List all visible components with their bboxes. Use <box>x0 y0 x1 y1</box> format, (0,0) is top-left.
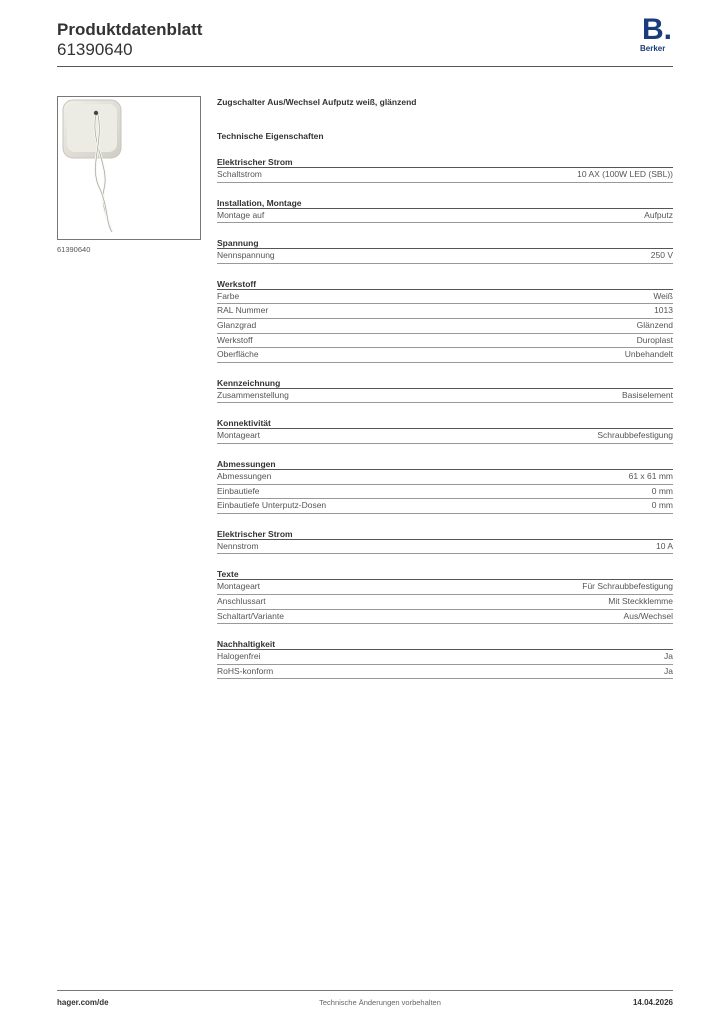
page-title: Produktdatenblatt <box>57 20 203 39</box>
spec-section <box>217 638 673 679</box>
spec-row <box>217 249 673 264</box>
section-title: Elektrischer Strom <box>217 156 673 168</box>
spec-row <box>217 348 673 363</box>
section-title: Konnektivität <box>217 417 673 429</box>
spec-section <box>217 197 673 224</box>
spec-row <box>217 665 673 680</box>
spec-label: Oberfläche <box>217 349 259 360</box>
spec-value: Basiselement <box>621 389 673 400</box>
logo-word: Berker <box>640 44 666 53</box>
spec-label: Werkstoff <box>217 334 253 345</box>
section-title: Nachhaltigkeit <box>217 638 673 650</box>
spec-row <box>217 290 673 305</box>
spec-sections <box>217 156 673 679</box>
section-title: Spannung <box>217 237 673 249</box>
spec-label: Halogenfrei <box>217 651 261 662</box>
section-title: Kennzeichnung <box>217 377 673 389</box>
spec-section <box>217 278 673 363</box>
spec-row <box>217 304 673 319</box>
spec-row <box>217 540 673 555</box>
spec-row <box>217 429 673 444</box>
spec-value: 250 V <box>650 250 673 261</box>
spec-value: Mit Steckklemme <box>608 595 673 606</box>
footer-website: hager.com/de <box>57 998 109 1007</box>
spec-section <box>217 568 673 624</box>
section-title: Abmessungen <box>217 458 673 470</box>
page-header <box>57 20 202 60</box>
spec-value: 0 mm <box>651 500 673 511</box>
section-title: Werkstoff <box>217 278 673 290</box>
spec-value: 10 AX (100W LED (SBL)) <box>577 169 673 179</box>
spec-label: RoHS-konform <box>217 665 274 676</box>
spec-value: 10 A <box>655 540 673 551</box>
tech-heading: Technische Eigenschaften <box>217 131 324 141</box>
spec-value: Schraubbefestigung <box>597 430 673 441</box>
spec-row <box>217 485 673 500</box>
spec-value: Glänzend <box>636 319 673 330</box>
spec-label: Nennstrom <box>217 540 259 551</box>
spec-section <box>217 237 673 264</box>
spec-label: Montageart <box>217 430 260 441</box>
section-title: Installation, Montage <box>217 197 673 209</box>
section-title: Texte <box>217 568 673 580</box>
spec-row <box>217 209 673 224</box>
footer-divider <box>57 990 673 991</box>
spec-label: RAL Nummer <box>217 305 269 316</box>
spec-section <box>217 156 673 183</box>
spec-value: Ja <box>664 651 673 662</box>
product-title: Zugschalter Aus/Wechsel Aufputz weiß, glänzend <box>217 97 417 107</box>
spec-section <box>217 458 673 514</box>
spec-value: 1013 <box>654 305 673 316</box>
spec-label: Glanzgrad <box>217 319 257 330</box>
spec-label: Nennspannung <box>217 250 275 261</box>
spec-value: Für Schraubbefestigung <box>582 581 673 592</box>
spec-value: 0 mm <box>651 485 673 496</box>
spec-row <box>217 470 673 485</box>
image-caption: 61390640 <box>57 245 91 254</box>
spec-row <box>217 499 673 514</box>
spec-value: Ja <box>664 665 673 676</box>
spec-row <box>217 610 673 625</box>
pull-switch-illustration <box>58 97 200 239</box>
spec-row <box>217 334 673 349</box>
spec-label: Abmessungen <box>217 470 272 481</box>
spec-section <box>217 377 673 404</box>
spec-label: Schaltart/Variante <box>217 610 284 621</box>
logo-letter: B. <box>642 13 672 46</box>
spec-row <box>217 319 673 334</box>
product-image <box>57 96 201 240</box>
spec-value: Aus/Wechsel <box>623 610 673 621</box>
spec-row <box>217 580 673 595</box>
spec-label: Anschlussart <box>217 595 266 606</box>
footer-disclaimer: Technische Änderungen vorbehalten <box>319 998 441 1007</box>
spec-value: Weiß <box>653 290 673 301</box>
spec-row <box>217 389 673 404</box>
spec-row <box>217 650 673 665</box>
spec-value: Duroplast <box>636 334 673 345</box>
spec-label: Farbe <box>217 290 240 301</box>
spec-content <box>217 96 673 679</box>
footer-date: 14.04.2026 <box>632 998 673 1007</box>
spec-row <box>217 168 673 183</box>
section-title: Elektrischer Strom <box>217 528 673 540</box>
header-divider <box>57 66 673 67</box>
spec-label: Einbautiefe Unterputz-Dosen <box>217 500 327 511</box>
spec-value: Aufputz <box>644 209 673 220</box>
spec-section <box>217 528 673 555</box>
spec-label: Schaltstrom <box>217 169 262 179</box>
spec-label: Montage auf <box>217 209 265 220</box>
spec-label: Zusammenstellung <box>217 389 289 400</box>
spec-value: Unbehandelt <box>624 349 673 360</box>
spec-label: Einbautiefe <box>217 485 260 496</box>
spec-value: 61 x 61 mm <box>628 470 673 481</box>
product-number: 61390640 <box>57 40 133 59</box>
spec-section <box>217 417 673 444</box>
spec-label: Montageart <box>217 581 260 592</box>
spec-row <box>217 595 673 610</box>
berker-logo <box>638 13 674 56</box>
